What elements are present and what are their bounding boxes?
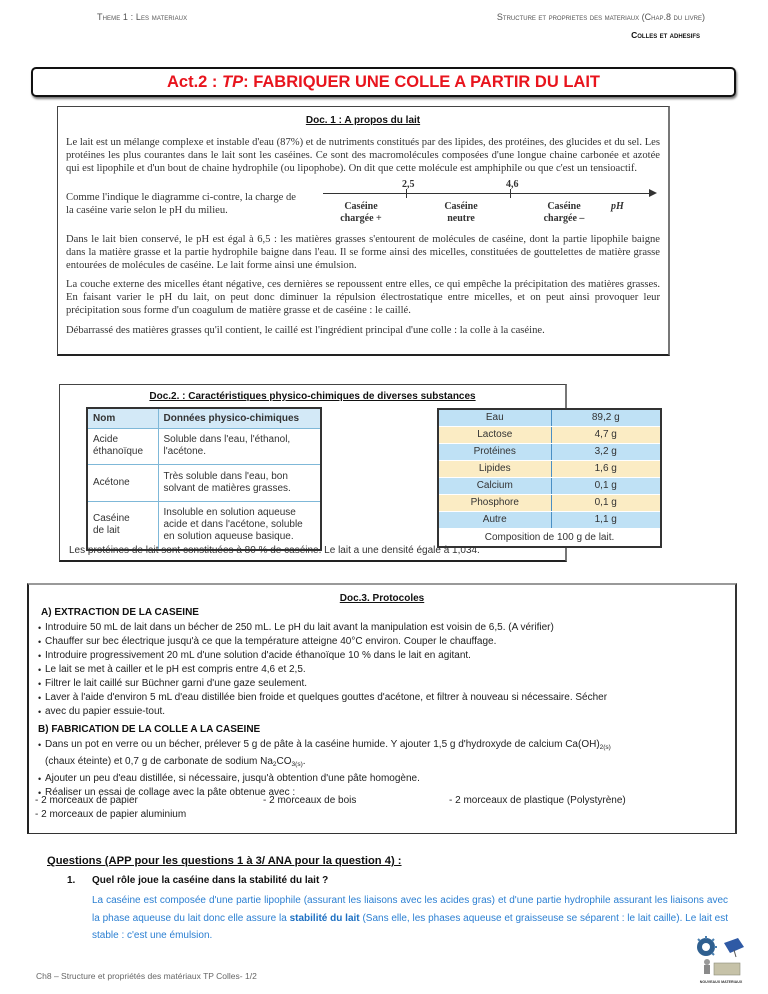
desc-line: solvant de matières grasses. bbox=[163, 482, 291, 494]
table-row bbox=[438, 409, 661, 426]
ph-zone-negative-l1: Caséine bbox=[547, 201, 581, 212]
ph-zone-negative-l2: chargée – bbox=[543, 213, 585, 224]
doc3-box bbox=[27, 583, 737, 834]
list-item-continuation bbox=[38, 705, 728, 719]
doc2-heading: Doc.2. : Caractéristiques physico-chimiques de diverses substances bbox=[149, 391, 476, 402]
ph-axis-line bbox=[323, 193, 653, 194]
name-line: Caséine bbox=[93, 513, 130, 525]
col-header-data: Données physico-chimiques bbox=[158, 408, 321, 428]
list-item bbox=[38, 738, 728, 772]
page-title bbox=[31, 67, 736, 97]
ph-tick-label-2-5: 2,5 bbox=[402, 179, 415, 190]
name-line: éthanoïque bbox=[93, 446, 144, 457]
list-item: • Introduire 50 mL de lait dans un bécher de 250 mL. Le pH du lait avant la manipulation est voisin de 6,5. (A vérifier) bbox=[38, 621, 728, 635]
list-item: • Laver à l'aide d'environ 5 mL d'eau distillée bien froide et quelques gouttes d'acétone, et filtrer à nouveau si nécessaire. Sécher bbox=[38, 691, 728, 705]
section-b-title: B) FABRICATION DE LA COLLE A LA CASEINE bbox=[38, 724, 261, 735]
question-1-answer bbox=[92, 892, 728, 945]
component-label: Autre bbox=[438, 511, 551, 528]
material-plastic: - 2 morceaux de plastique (Polystyrène) bbox=[449, 795, 626, 806]
substances-table bbox=[86, 407, 322, 551]
substance-data bbox=[158, 428, 321, 464]
table-row bbox=[87, 501, 321, 550]
title-rest: : FABRIQUER UNE COLLE A PARTIR DU LAIT bbox=[243, 73, 600, 91]
section-a-title: A) EXTRACTION DE LA CASEINE bbox=[41, 607, 199, 618]
ph-tick-label-4-6: 4,6 bbox=[506, 179, 519, 190]
answer-highlight: stabilité du lait bbox=[289, 912, 360, 924]
subscript: 3(s) bbox=[291, 761, 303, 768]
material-paper: - 2 morceaux de papier bbox=[35, 795, 138, 806]
section-b-steps bbox=[38, 738, 728, 800]
component-value: 0,1 g bbox=[551, 477, 661, 494]
step-text: . bbox=[302, 756, 306, 767]
step-text: Dans un pot en verre ou un bécher, prélever 5 g de pâte à la caséine humide. Y ajouter 1,5 g d'hydroxyde de calcium Ca(OH) bbox=[45, 739, 600, 750]
doc1-paragraph-2: Comme l'indique le diagramme ci-contre, la charge de la caséine varie selon le pH du milieu. bbox=[66, 192, 296, 216]
desc-line: Soluble dans l'eau, l'éthanol, bbox=[163, 434, 291, 445]
component-label: Phosphore bbox=[438, 494, 551, 511]
step-text: (chaux éteinte) et 0,7 g de carbonate de sodium Na bbox=[45, 756, 273, 767]
material-aluminium: - 2 morceaux de papier aluminium bbox=[35, 809, 187, 820]
component-label: Lactose bbox=[438, 426, 551, 443]
table-row bbox=[438, 426, 661, 443]
answer-text: La caséine est composée d'une partie lipophile (assurant les liaisons avec les acides gras) et d'une partie hydrophile assurant les liaisons avec la phase aqueuse du lait donc elle assure la bbox=[92, 895, 728, 924]
header-theme: Theme 1 : Les materiaux bbox=[97, 12, 188, 22]
component-value: 1,1 g bbox=[551, 511, 661, 528]
new-materials-logo-icon bbox=[690, 935, 752, 987]
ph-zone-positive-l1: Caséine bbox=[344, 201, 378, 212]
name-line: Acide bbox=[93, 434, 119, 445]
list-item: • Introduire progressivement 20 mL d'une solution d'acide éthanoïque 10 % dans le lait en agitant. bbox=[38, 649, 728, 663]
ph-axis-label: pH bbox=[611, 201, 624, 212]
material-wood: - 2 morceaux de bois bbox=[263, 795, 357, 806]
list-item: • Filtrer le lait caillé sur Büchner garni d'une gaze seulement. bbox=[38, 677, 728, 691]
ph-zone-neutral bbox=[426, 201, 496, 225]
questions-heading: Questions (APP pour les questions 1 à 3/ ANA pour la question 4) : bbox=[47, 855, 402, 867]
list-item: • Le lait se met à cailler et le pH est compris entre 4,6 et 2,5. bbox=[38, 663, 728, 677]
continuation-text: avec du papier essuie-tout. bbox=[45, 706, 166, 717]
doc2-box bbox=[59, 384, 620, 562]
table-row bbox=[438, 494, 661, 511]
list-item: • Réaliser un essai de collage avec la pâte obtenue avec : bbox=[38, 786, 728, 800]
header-chapter: Structure et proprietes des materiaux (Chap.8 du livre) bbox=[496, 12, 705, 22]
name-line: Acétone bbox=[93, 476, 130, 488]
substances-table-header bbox=[87, 408, 321, 428]
ph-zone-positive bbox=[326, 201, 396, 225]
doc3-heading: Doc.3. Protocoles bbox=[339, 593, 425, 604]
doc2-note: Les protéines de lait sont constituées à 80 % de caséine. Le lait a une densité égale à 1,034. bbox=[69, 545, 480, 556]
question-1-text: Quel rôle joue la caséine dans la stabilité du lait ? bbox=[92, 875, 329, 886]
table-row bbox=[87, 428, 321, 464]
component-value: 3,2 g bbox=[551, 443, 661, 460]
worker-icon bbox=[704, 959, 710, 974]
name-line: de lait bbox=[93, 525, 120, 537]
insulation-block-icon bbox=[714, 963, 740, 975]
component-value: 89,2 g bbox=[551, 409, 661, 426]
ph-axis-arrow-icon bbox=[649, 189, 657, 197]
ph-zone-negative bbox=[529, 201, 599, 225]
component-value: 4,7 g bbox=[551, 426, 661, 443]
table-row bbox=[438, 443, 661, 460]
ph-charge-diagram bbox=[311, 179, 661, 234]
ph-zone-neutral-l1: Caséine bbox=[444, 201, 478, 212]
section-a-steps bbox=[38, 621, 728, 719]
milk-composition-table bbox=[437, 408, 662, 548]
component-label: Calcium bbox=[438, 477, 551, 494]
component-value: 1,6 g bbox=[551, 460, 661, 477]
list-item: • Chauffer sur bec électrique jusqu'à ce que la température atteigne 40°C environ. Couper le chauffage. bbox=[38, 635, 728, 649]
list-item: • Ajouter un peu d'eau distillée, si nécessaire, jusqu'à obtention d'une pâte homogène. bbox=[38, 772, 728, 786]
gear-icon bbox=[697, 936, 717, 956]
desc-line: en solution aqueuse basique. bbox=[163, 531, 294, 543]
question-1-number: 1. bbox=[67, 875, 76, 886]
doc1-box bbox=[57, 106, 670, 356]
doc1-heading: Doc. 1 : A propos du lait bbox=[305, 115, 421, 126]
table-row bbox=[438, 477, 661, 494]
page-footer: Ch8 – Structure et propriétés des matériaux TP Colles- 1/2 bbox=[36, 971, 257, 981]
desc-line: Insoluble en solution aqueuse bbox=[163, 507, 296, 519]
answer-text: (Sans elle, les phases aqueuse et graisseuse se séparent : le lait caille). Le lait est stable : c'est une émulsion. bbox=[92, 912, 729, 941]
desc-line: l'acétone. bbox=[163, 446, 206, 457]
step-text: CO bbox=[276, 756, 292, 767]
ph-tick-2-5 bbox=[406, 189, 407, 198]
substance-data bbox=[158, 464, 321, 501]
header-topic: Colles et adhesifs bbox=[631, 30, 700, 40]
substance-name bbox=[87, 464, 158, 501]
col-header-name: Nom bbox=[87, 408, 158, 428]
ph-zone-neutral-l2: neutre bbox=[447, 213, 475, 224]
substance-data bbox=[158, 501, 321, 550]
title-prefix: Act.2 : bbox=[167, 73, 223, 91]
doc1-paragraph-3: Dans le lait bien conservé, le pH est égal à 6,5 : les matières grasses s'entourent de molécules de caséine, dont la partie lipophile baigne dans la matière grasse et la partie hydrophile baigne dans l'eau. Il se forme ainsi des micelles, constituées de gouttelettes de matière grasse entourées de molécules de caséine. Le lait forme ainsi une émulsion. bbox=[66, 234, 660, 271]
table-caption: Composition de 100 g de lait. bbox=[438, 528, 661, 547]
component-label: Protéines bbox=[438, 443, 551, 460]
subscript: 2(s) bbox=[599, 744, 611, 751]
component-label: Eau bbox=[438, 409, 551, 426]
ph-zone-positive-l2: chargée + bbox=[340, 213, 382, 224]
ph-tick-4-6 bbox=[510, 189, 511, 198]
component-value: 0,1 g bbox=[551, 494, 661, 511]
desc-line: Très soluble dans l'eau, bon bbox=[163, 470, 288, 482]
logo-caption: NOUVEAUX MATERIAUX bbox=[699, 980, 743, 984]
doc1-paragraph-1: Le lait est un mélange complexe et instable d'eau (87%) et de nutriments constitués par des lipides, des protéines, des glucides et du sel. Les protéines les plus courantes dans le lait sont les caséines. Ce sont des macromolécules composées d'une longue chaine carbonée et azotée qui est lipophile et d'un bout de chaine hydrophile (ou lipophobe). On dit que cette molécule est amphiphile ou que c'est un tensioactif. bbox=[66, 137, 660, 174]
doc1-paragraph-5: Débarrassé des matières grasses qu'il contient, le caillé est l'ingrédient principal d'une colle : la colle à la caséine. bbox=[66, 325, 545, 336]
table-row bbox=[438, 460, 661, 477]
doc1-paragraph-4: La couche externe des micelles étant négative, ces dernières se repoussent entre elles, ce qui empêche la précipitation des matières grasses. En faisant varier le pH du lait, on peut donc diminuer la répulsion électrostatique entre micelles, et on peut ainsi provoquer leur précipitation sous forme d'un coagulum de matière grasse et de caséine : le caillé. bbox=[66, 279, 660, 316]
title-italic: TP bbox=[222, 73, 244, 91]
desc-line: acide et dans l'acétone, soluble bbox=[163, 519, 303, 531]
substance-name bbox=[87, 501, 158, 550]
component-label: Lipides bbox=[438, 460, 551, 477]
table-row bbox=[87, 464, 321, 501]
subscript: 2 bbox=[272, 761, 277, 768]
table-row bbox=[438, 511, 661, 528]
substance-name bbox=[87, 428, 158, 464]
